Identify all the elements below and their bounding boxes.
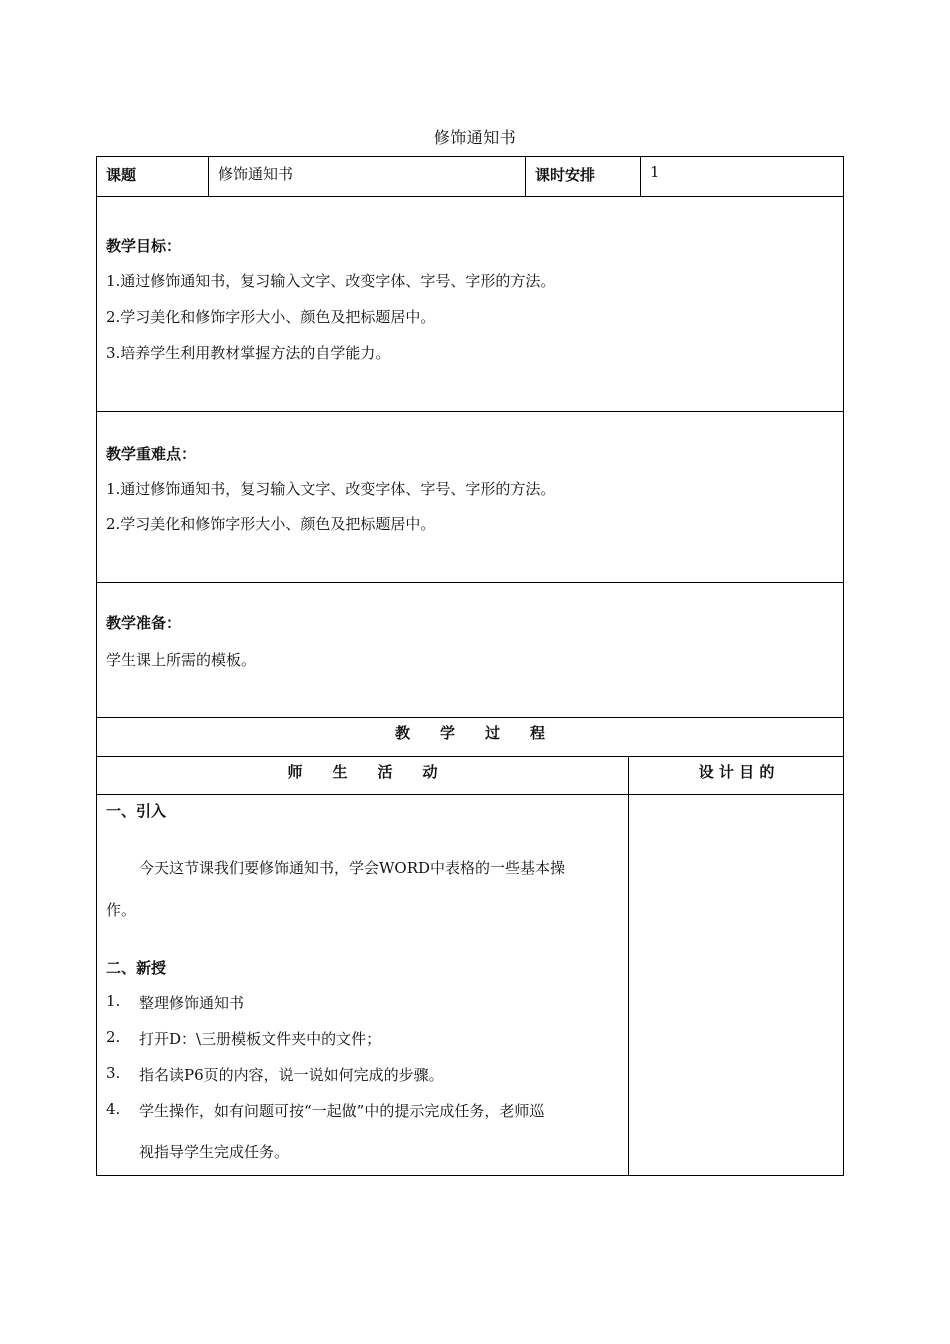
subject-value-cell: [208, 157, 525, 197]
process-heading: 教 学 过 程: [394, 724, 545, 742]
goal-item: 2.学习美化和修饰字形大小、颜色及把标题居中。: [106, 308, 436, 326]
step-text: 整理修饰通知书: [139, 994, 245, 1012]
preparation-section: [96, 582, 844, 718]
goal-item: 3.培养学生利用教材掌握方法的自学能力。: [106, 344, 391, 362]
hours-value-cell: [640, 157, 844, 197]
activity-cell: [97, 795, 628, 1175]
header-row: [96, 156, 844, 197]
key-points-heading: 教学重难点：: [106, 445, 197, 463]
goals-section: [96, 196, 844, 412]
step-text-cont: 视指导学生完成任务。: [139, 1143, 290, 1161]
subject-label-cell: [97, 157, 208, 197]
goals-heading: 教学目标：: [106, 237, 182, 255]
step-number: 3.: [106, 1064, 121, 1082]
hours-label: 课时安排: [535, 166, 596, 184]
intro-heading: 一、引入: [106, 802, 167, 820]
purpose-header-cell: [628, 757, 844, 795]
key-point-item: 2.学习美化和修饰字形大小、颜色及把标题居中。: [106, 515, 436, 533]
step-text: 指名读P6页的内容，说一说如何完成的步骤。: [139, 1066, 444, 1084]
activity-header-cell: [97, 757, 628, 795]
column-header-row: [96, 756, 844, 795]
step-text: 学生操作，如有问题可按“一起做”中的提示完成任务，老师巡: [139, 1102, 545, 1120]
step-number: 1.: [106, 992, 121, 1010]
document-title: 修饰通知书: [433, 128, 517, 147]
new-lesson-heading: 二、新授: [106, 959, 167, 977]
goal-item: 1.通过修饰通知书，复习输入文字、改变字体、字号、字形的方法。: [106, 272, 556, 290]
hours-value: 1: [650, 163, 660, 181]
key-point-item: 1.通过修饰通知书，复习输入文字、改变字体、字号、字形的方法。: [106, 480, 556, 498]
step-text: 打开D：\三册模板文件夹中的文件；: [139, 1030, 382, 1048]
subject-value: 修饰通知书: [218, 165, 294, 183]
step-number: 2.: [106, 1028, 121, 1046]
process-heading-row: [96, 717, 844, 757]
process-content-row: [96, 794, 844, 1176]
preparation-text: 学生课上所需的模板。: [106, 651, 257, 669]
hours-label-cell: [525, 157, 640, 197]
purpose-cell: [628, 795, 844, 1175]
activity-header: 师 生 活 动: [287, 763, 438, 781]
key-points-section: [96, 411, 844, 583]
preparation-heading: 教学准备：: [106, 614, 182, 632]
intro-text: 今天这节课我们要修饰通知书，学会WORD中表格的一些基本操: [139, 859, 566, 877]
intro-text-cont: 作。: [106, 901, 137, 919]
step-number: 4.: [106, 1100, 121, 1118]
purpose-header: 设 计 目 的: [698, 763, 775, 781]
subject-label: 课题: [106, 166, 137, 184]
